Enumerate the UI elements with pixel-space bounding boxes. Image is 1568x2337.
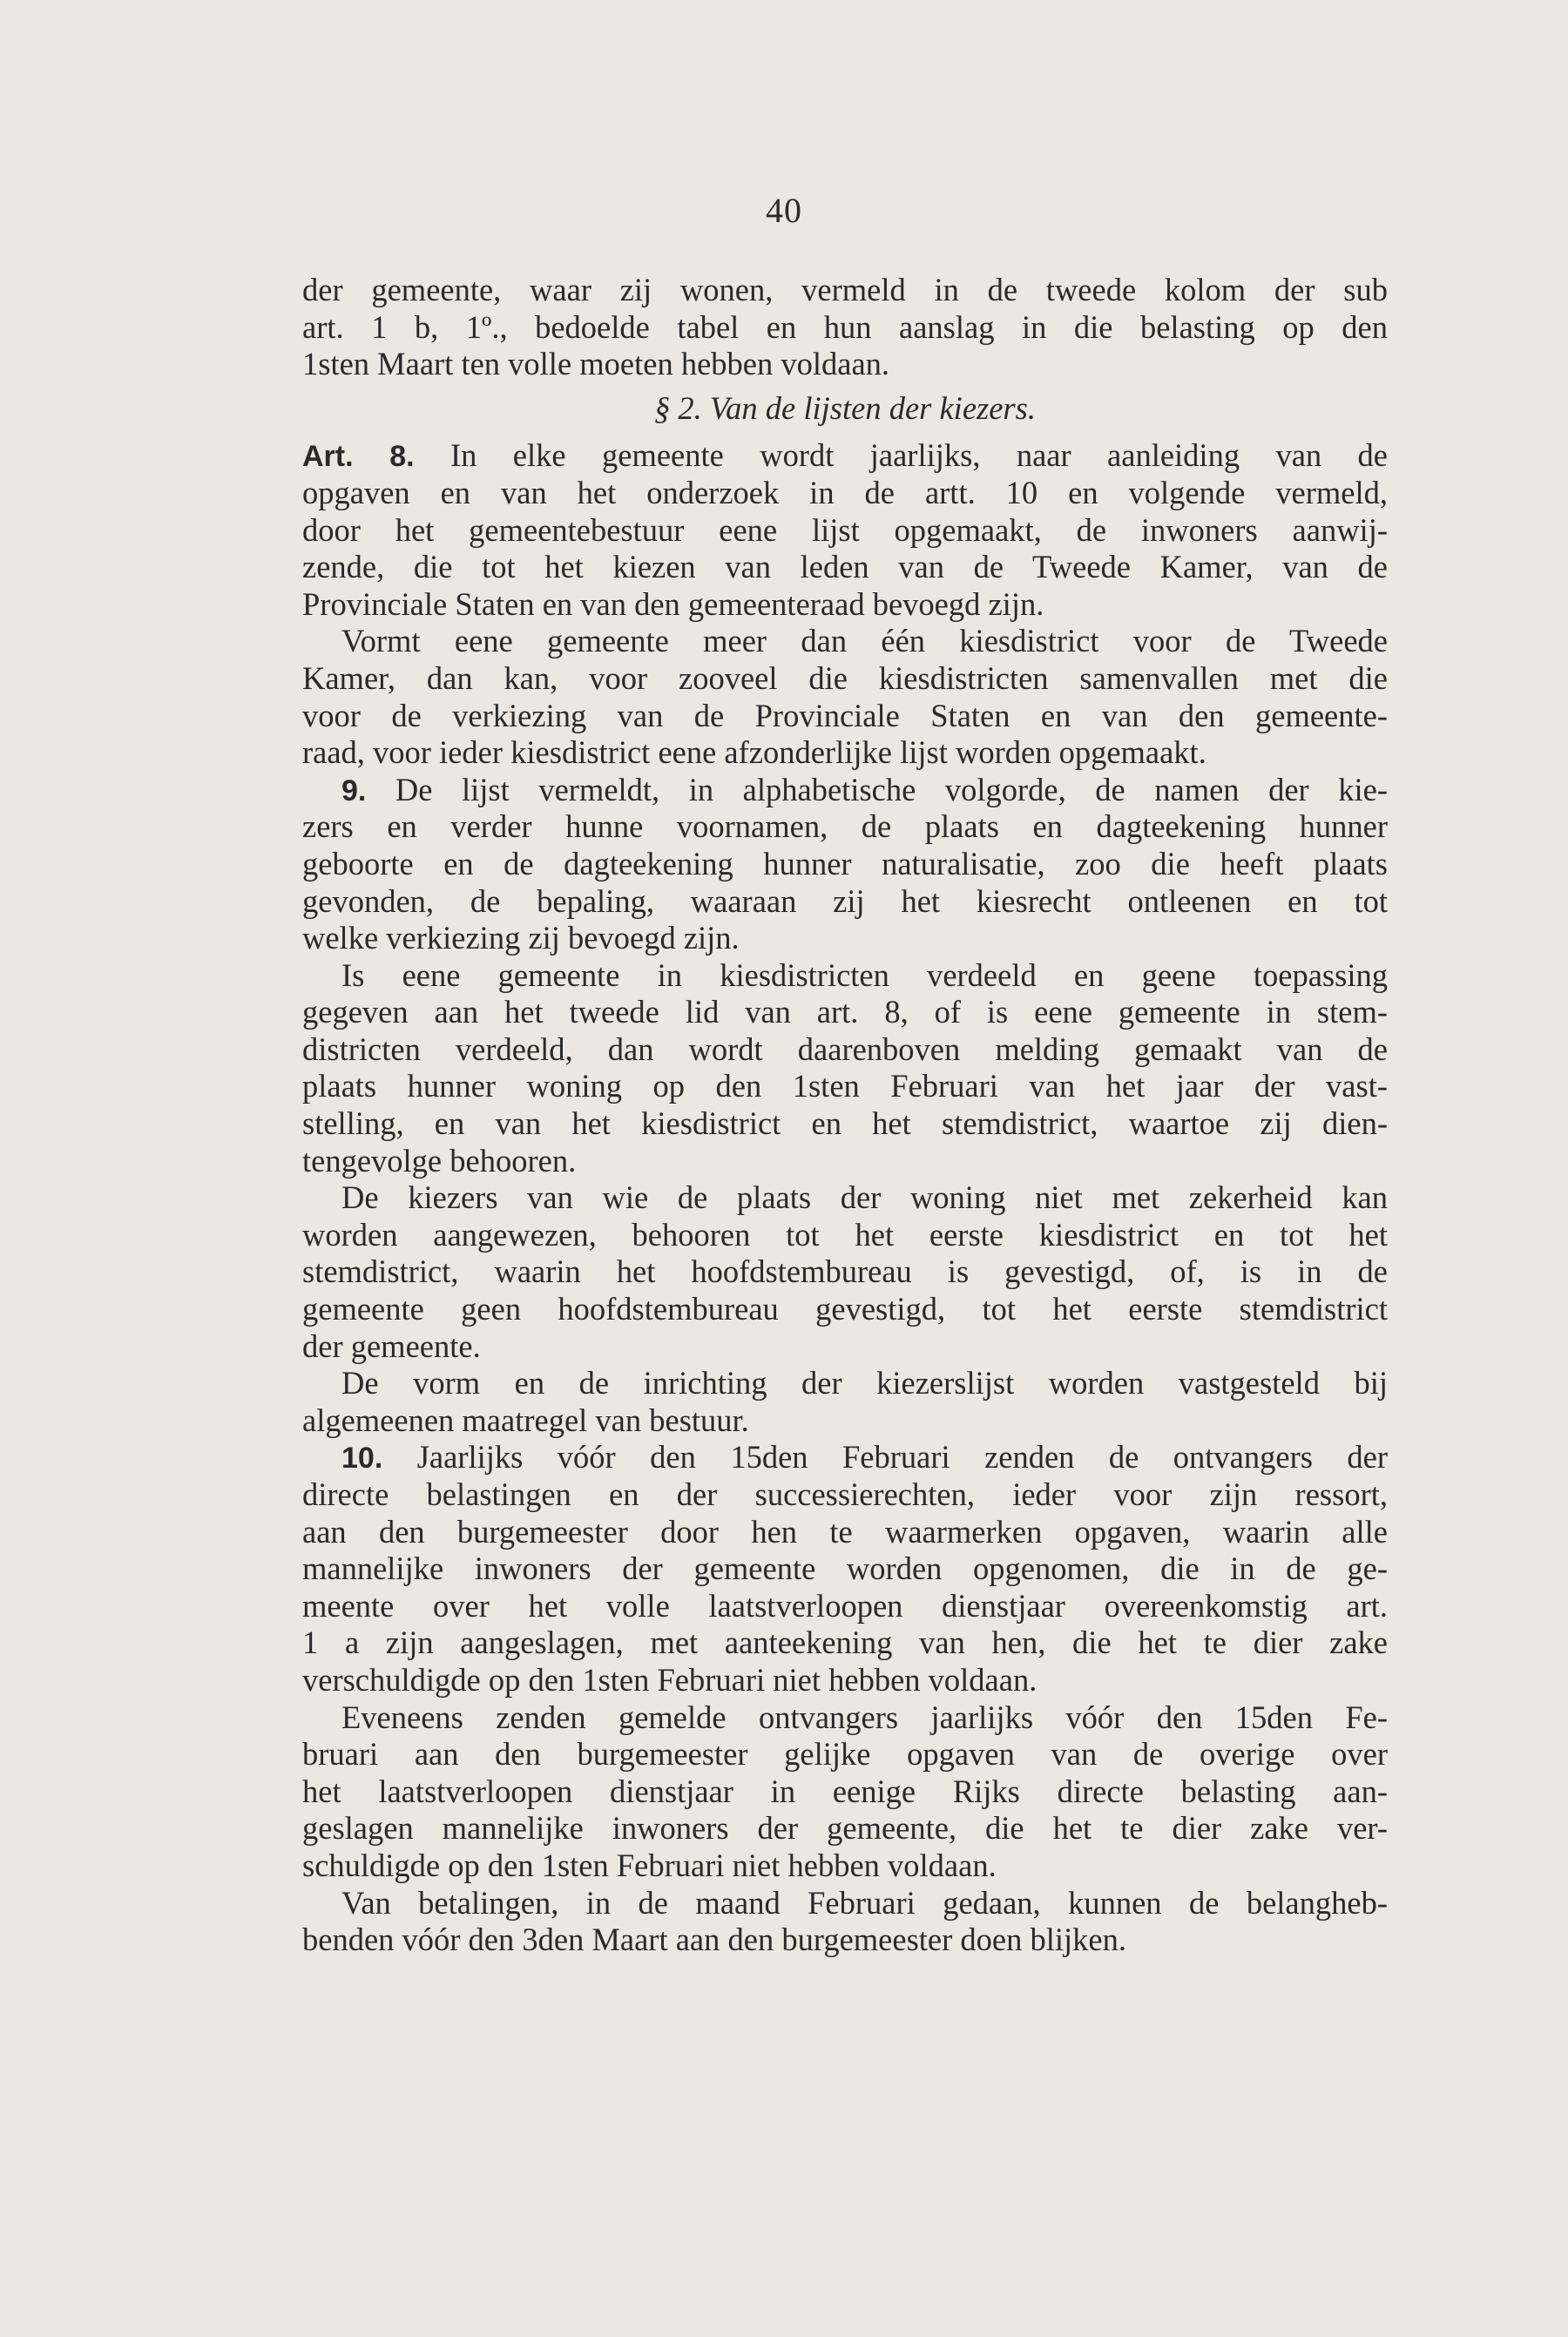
text-line (302, 1291, 1388, 1328)
article-number: Art. 8. (302, 440, 415, 474)
text-line (302, 1031, 1388, 1069)
line-text: algemeenen maatregel van bestuur. (302, 1402, 749, 1438)
line-text: Kamer, dan kan, voor zooveel die kiesdistricten samenvallen met die (302, 659, 1388, 696)
line-text: gemeente geen hoofdstembureau gevestigd, tot het eerste stemdistrict (302, 1291, 1388, 1327)
line-text: De kiezers van wie de plaats der woning niet met zekerheid kan (341, 1179, 1388, 1216)
line-text: zende, die tot het kiezen van leden van de Tweede Kamer, van de (302, 549, 1388, 585)
line-text: 1 a zijn aangeslagen, met aanteekening van hen, die het te dier zake (302, 1624, 1388, 1661)
text-line (302, 272, 1388, 309)
line-text: door het gemeentebestuur eene lijst opgemaakt, de inwoners aanwij- (302, 511, 1388, 548)
section-heading-text: § 2. Van de lijsten der kiezers. (654, 389, 1036, 426)
text-line (302, 1773, 1388, 1811)
line-text: 1sten Maart ten volle moeten hebben voldaan. (302, 346, 890, 382)
line-text: verschuldigde op den 1sten Februari niet hebben voldaan. (302, 1661, 1037, 1698)
line-text: Eveneens zenden gemelde ontvangers jaarlijks vóór den 15den Fe- (341, 1699, 1388, 1735)
line-text: worden aangewezen, behooren tot het eerste kiesdistrict en tot het (302, 1216, 1388, 1253)
line-text: plaats hunner woning op den 1sten Februari van het jaar der vast- (302, 1068, 1388, 1104)
text-line (302, 549, 1388, 586)
text-line (302, 1402, 1388, 1440)
line-text: gevonden, de bepaling, waaraan zij het kiesrecht ontleenen en tot (302, 882, 1388, 919)
text-line (302, 1885, 1388, 1922)
text-line (302, 957, 1388, 995)
line-text: aan den burgemeester door hen te waarmerken opgaven, waarin alle (302, 1513, 1388, 1550)
text-line (302, 1365, 1388, 1402)
text-line (302, 1922, 1388, 1959)
line-text: benden vóór den 3den Maart aan den burgemeester doen blijken. (302, 1922, 1126, 1958)
line-text: het laatstverloopen dienstjaar in eenige Rijks directe belasting aan- (302, 1773, 1388, 1809)
text-line (302, 1736, 1388, 1773)
line-text: stemdistrict, waarin het hoofdstembureau is gevestigd, of, is in de (302, 1253, 1388, 1290)
text-line (302, 1550, 1388, 1588)
line-text: meente over het volle laatstverloopen dienstjaar overeenkomstig art. (302, 1587, 1388, 1624)
text-line (302, 1624, 1388, 1662)
line-text: De lijst vermeldt, in alphabetische volgorde, de namen der kie- (395, 771, 1388, 807)
line-text: In elke gemeente wordt jaarlijks, naar aanleiding van de (450, 437, 1388, 474)
line-text: bruari aan den burgemeester gelijke opgaven van de overige over (302, 1736, 1388, 1773)
line-text: Vormt eene gemeente meer dan één kiesdistrict voor de Tweede (341, 623, 1388, 659)
text-line (302, 846, 1388, 883)
text-line (302, 1143, 1388, 1180)
line-text: Van betalingen, in de maand Februari gedaan, kunnen de belangheb- (341, 1884, 1388, 1921)
line-text: mannelijke inwoners der gemeente worden opgenomen, die in de ge- (302, 1550, 1388, 1587)
text-line (302, 1699, 1388, 1737)
text-line (302, 1105, 1388, 1143)
line-text: art. 1 b, 1º., bedoelde tabel en hun aanslag in die belasting op den (302, 308, 1388, 345)
text-line (302, 994, 1388, 1031)
article-number: 10. (341, 1442, 383, 1476)
text-line (302, 1810, 1388, 1847)
text-line (302, 623, 1388, 660)
text-line (302, 1588, 1388, 1625)
text-line (302, 883, 1388, 921)
text-line (302, 1439, 1388, 1476)
text-line (302, 1847, 1388, 1885)
line-text: districten verdeeld, dan wordt daarenboven melding gemaakt van de (302, 1030, 1388, 1067)
line-text: welke verkiezing zij bevoegd zijn. (302, 920, 740, 956)
line-text: der gemeente, waar zij wonen, vermeld in de tweede kolom der sub (302, 272, 1388, 307)
line-text: gegeven aan het tweede lid van art. 8, of is eene gemeente in stem- (302, 994, 1388, 1030)
text-line (302, 660, 1388, 698)
line-text: tengevolge behooren. (302, 1142, 577, 1179)
text-line (302, 920, 1388, 957)
section-heading (302, 390, 1388, 428)
line-text: directe belastingen en der successierechten, ieder voor zijn ressort, (302, 1476, 1388, 1512)
text-line (302, 772, 1388, 809)
text-line (302, 512, 1388, 550)
line-text: geslagen mannelijke inwoners der gemeente, die het te dier zake ver- (302, 1810, 1388, 1847)
body-text (302, 272, 1388, 1959)
line-text: schuldigde op den 1sten Februari niet hebben voldaan. (302, 1847, 997, 1883)
text-line (302, 586, 1388, 624)
text-line (302, 475, 1388, 512)
line-text: der gemeente. (302, 1327, 481, 1364)
text-line (302, 1476, 1388, 1514)
text-line (302, 437, 1388, 475)
text-line (302, 309, 1388, 347)
text-line (302, 698, 1388, 735)
line-text: geboorte en de dagteekening hunner naturalisatie, zoo die heeft plaats (302, 845, 1388, 881)
line-text: Provinciale Staten en van den gemeenteraad bevoegd zijn. (302, 585, 1044, 622)
text-line (302, 734, 1388, 772)
line-text: voor de verkiezing van de Provinciale Staten en van den gemeente- (302, 697, 1388, 733)
line-text: Jaarlijks vóór den 15den Februari zenden de ontvangers der (416, 1439, 1388, 1476)
text-line (302, 1662, 1388, 1699)
text-line (302, 1217, 1388, 1254)
line-text: raad, voor ieder kiesdistrict eene afzonderlijke lijst worden opgemaakt. (302, 734, 1206, 771)
text-line (302, 808, 1388, 846)
line-text: opgaven en van het onderzoek in de artt. 10 en volgende vermeld, (302, 474, 1388, 510)
text-line (302, 1514, 1388, 1551)
article-number: 9. (341, 773, 367, 807)
line-text: De vorm en de inrichting der kiezerslijst worden vastgesteld bij (341, 1365, 1388, 1402)
text-line (302, 1179, 1388, 1217)
page-number: 40 (766, 191, 802, 230)
line-text: zers en verder hunne voornamen, de plaats en dagteekening hunner (302, 808, 1388, 845)
text-line (302, 346, 1388, 383)
text-line (302, 1068, 1388, 1105)
text-line (302, 1253, 1388, 1291)
line-text: Is eene gemeente in kiesdistricten verdeeld en geene toepassing (341, 956, 1388, 993)
text-line (302, 1328, 1388, 1366)
line-text: stelling, en van het kiesdistrict en het stemdistrict, waartoe zij dien- (302, 1105, 1388, 1142)
